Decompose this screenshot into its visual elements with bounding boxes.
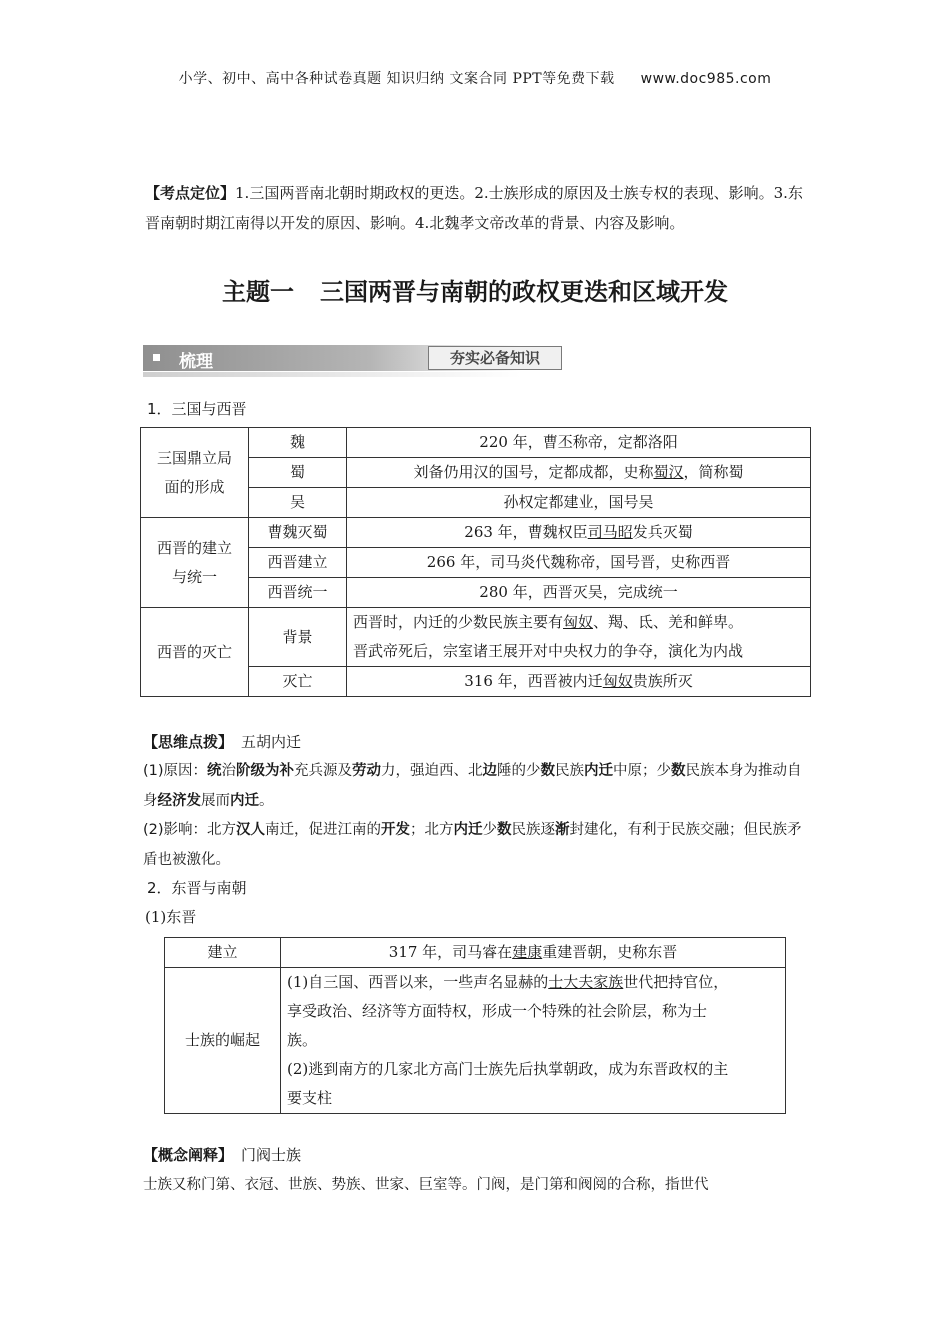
header-text: 小学、初中、高中各种试卷真题 知识归纳 文案合同 PPT等免费下载 xyxy=(178,71,615,87)
topic-title xyxy=(0,272,950,307)
row-value xyxy=(347,458,811,488)
row-key: 灭亡 xyxy=(249,667,347,697)
text-run: 内迁 xyxy=(230,793,259,809)
table-row xyxy=(141,608,811,667)
table-sanguo-xijin xyxy=(140,427,811,697)
text-run: 展而 xyxy=(201,793,230,809)
value-text: (1)自三国、西晋以来，一些声名显赫的 xyxy=(287,973,549,991)
banner-shadow xyxy=(143,372,521,377)
value-text: ，简称蜀 xyxy=(683,463,744,481)
text-run: 数 xyxy=(671,763,686,779)
row-key: 吴 xyxy=(249,488,347,518)
underlined-term: 蜀汉 xyxy=(653,463,684,481)
row-key: 曹魏灭蜀 xyxy=(249,518,347,548)
topic-text: 三国两晋与南朝的政权更迭和区域开发 xyxy=(320,278,728,306)
row-key: 建立 xyxy=(165,938,281,968)
siwei-heading xyxy=(143,727,811,757)
gainian-heading xyxy=(143,1140,811,1170)
row-key: 西晋建立 xyxy=(249,548,347,578)
banner-tag: 夯实必备知识 xyxy=(428,346,562,370)
text-run: 数 xyxy=(540,763,556,779)
siwei-label: 【思维点拨】 xyxy=(143,733,234,751)
text-run: 南迁，促进江南的 xyxy=(265,822,382,838)
kaodian-label: 【考点定位】 xyxy=(145,184,236,202)
text-run: 陲的少 xyxy=(497,763,541,779)
text-run: 内迁 xyxy=(453,822,483,838)
group-title xyxy=(141,518,249,608)
row-value: 280 年，西晋灭吴，完成统一 xyxy=(347,578,811,608)
underlined-term: 匈奴 xyxy=(563,613,594,631)
row-key: 蜀 xyxy=(249,458,347,488)
text-run: 治 xyxy=(221,763,237,779)
underlined-term: 士大夫家族 xyxy=(548,973,624,991)
gainian-topic: 门阀士族 xyxy=(241,1146,302,1164)
text-run: 劳动 xyxy=(352,763,382,779)
row-value: 266 年，司马炎代魏称帝，国号晋，史称西晋 xyxy=(347,548,811,578)
text-run: 民族逐 xyxy=(511,822,556,838)
text-run: 力，强迫西、北 xyxy=(381,763,483,779)
text-run: 阶级为补 xyxy=(236,763,295,779)
row-key: 士族的崛起 xyxy=(165,968,281,1114)
row-value xyxy=(281,938,786,968)
siwei-paragraph-2 xyxy=(143,815,811,875)
group-title-line: 与统一 xyxy=(171,567,217,586)
text-run: 民族本身为推动自身 xyxy=(143,763,802,809)
text-run: 少 xyxy=(482,822,498,838)
group-title-line: 面的形成 xyxy=(164,477,225,496)
value-text: 晋武帝死后，宗室诸王展开对中央权力的争夺，演化为内战 xyxy=(353,642,744,660)
row-key: 背景 xyxy=(249,608,347,667)
text-run: 汉人 xyxy=(236,822,266,838)
row-key: 魏 xyxy=(249,428,347,458)
header-url[interactable]: www.doc985.com xyxy=(640,71,772,87)
section-banner xyxy=(143,345,540,377)
text-run: 封建化，有利于民族交融；但民族矛盾也被激化。 xyxy=(143,822,802,868)
underlined-term: 司马昭 xyxy=(587,523,633,541)
table-row xyxy=(141,518,811,548)
value-text: 享受政治、经济等方面特权，形成一个特殊的社会阶层，称为士 xyxy=(287,1002,708,1020)
value-text: 317 年，司马睿在 xyxy=(388,943,513,961)
table-row xyxy=(165,968,786,1114)
underlined-term: 建康 xyxy=(512,943,543,961)
gainian-label: 【概念阐释】 xyxy=(143,1146,234,1164)
text-run: 开发 xyxy=(381,822,411,838)
value-text: 贵族所灭 xyxy=(632,672,693,690)
text-run: (1)原因： xyxy=(143,763,208,779)
value-text: 263 年，曹魏权臣 xyxy=(464,523,588,541)
table-dongjin xyxy=(164,937,786,1114)
group-title-line: 三国鼎立局 xyxy=(156,448,232,467)
row-value xyxy=(347,667,811,697)
text-run: 。 xyxy=(259,793,274,809)
section2-heading: 2．东晋与南朝 xyxy=(147,879,247,897)
value-text: (2)逃到南方的几家北方高门士族先后执掌朝政，成为东晋政权的主 xyxy=(287,1060,729,1078)
row-value: 220 年，曹丕称帝，定都洛阳 xyxy=(347,428,811,458)
text-run: 充兵源及 xyxy=(294,763,353,779)
value-text: 刘备仍用汉的国号，定都成都，史称 xyxy=(413,463,654,481)
text-run: 中原；少 xyxy=(613,763,672,779)
value-text: 要支柱 xyxy=(287,1089,333,1107)
group-title: 西晋的灭亡 xyxy=(141,608,249,697)
text-run: 经济发 xyxy=(157,793,201,809)
group-title xyxy=(141,428,249,518)
topic-prefix: 主题一 xyxy=(222,278,294,306)
text-run: 渐 xyxy=(555,822,570,838)
row-value xyxy=(281,968,786,1114)
siwei-topic: 五胡内迁 xyxy=(241,733,302,751)
text-run: 数 xyxy=(497,822,512,838)
row-value xyxy=(347,608,811,667)
text-run: 内迁 xyxy=(584,763,614,779)
text-run: 边 xyxy=(482,763,498,779)
value-text: 发兵灭蜀 xyxy=(632,523,693,541)
row-key: 西晋统一 xyxy=(249,578,347,608)
value-text: 重建晋朝，史称东晋 xyxy=(542,943,678,961)
value-text: 西晋时，内迁的少数民族主要有 xyxy=(353,613,564,631)
kaodian-paragraph xyxy=(145,178,810,238)
value-text: 、羯、氐、羌和鲜卑。 xyxy=(593,613,744,631)
group-title-line: 西晋的建立 xyxy=(156,538,232,557)
kaodian-text: 1.三国两晋南北朝时期政权的更迭。2.士族形成的原因及士族专权的表现、影响。3.东晋南朝时期江南得以开发的原因、影响。4.北魏孝文帝改革的背景、内容及影响。 xyxy=(145,184,803,232)
table-row xyxy=(141,428,811,458)
square-bullet-icon xyxy=(153,354,160,361)
underlined-term: 匈奴 xyxy=(602,672,633,690)
value-text: 世代把持官位， xyxy=(623,973,729,991)
text-run: ；北方 xyxy=(410,822,454,838)
value-text: 316 年，西晋被内迁 xyxy=(464,672,603,690)
text-run: (2)影响：北方 xyxy=(143,822,237,838)
banner-label: 梳理 xyxy=(179,352,213,372)
row-value xyxy=(347,518,811,548)
gainian-paragraph: 士族又称门第、衣冠、世族、势族、世家、巨室等。门阀，是门第和阀阅的合称，指世代 xyxy=(143,1177,709,1193)
value-text: 族。 xyxy=(287,1031,318,1049)
text-run: 统 xyxy=(207,763,222,779)
text-run: 民族 xyxy=(555,763,585,779)
row-value: 孙权定都建业，国号吴 xyxy=(347,488,811,518)
section2-sub: (1)东晋 xyxy=(145,908,197,926)
table-row xyxy=(165,938,786,968)
siwei-paragraph-1 xyxy=(143,756,811,816)
page-header xyxy=(0,68,950,88)
section1-heading: 1．三国与西晋 xyxy=(147,400,247,418)
